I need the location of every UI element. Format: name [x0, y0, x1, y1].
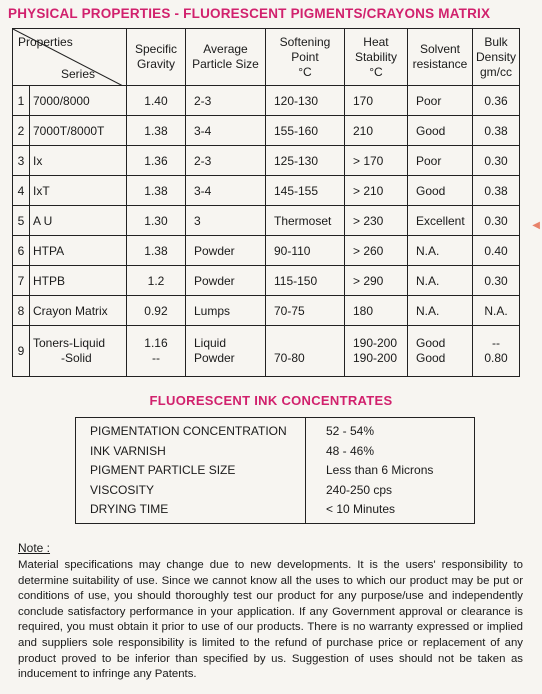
ink-property: PIGMENTATION CONCENTRATION: [90, 424, 287, 438]
cell-bulk-density: 0.30: [472, 146, 519, 176]
row-number: 1: [13, 86, 30, 116]
cell-heat-stability: 180: [344, 296, 407, 326]
table-row: [13, 86, 520, 116]
ink-row: [76, 502, 474, 521]
cell-solvent-resistance: Good: [407, 116, 472, 146]
cell-specific-gravity: 1.36: [126, 146, 185, 176]
ink-value: 52 - 54%: [326, 424, 375, 438]
table-row: [13, 326, 520, 377]
row-series-name: IxT: [30, 176, 127, 206]
header-properties: Properties: [18, 35, 73, 49]
cell-softening-point: 90-110: [265, 236, 344, 266]
cell-solvent-resistance: N.A.: [407, 296, 472, 326]
page-title: PHYSICAL PROPERTIES - FLUORESCENT PIGMENTS/CRAYONS MATRIX: [8, 6, 491, 21]
cell-solvent-resistance: N.A.: [407, 236, 472, 266]
cell-heat-stability: > 260: [344, 236, 407, 266]
cell-bulk-density: 0.30: [472, 266, 519, 296]
header-bulk-density: Bulk Density gm/cc: [472, 29, 519, 86]
properties-table: [12, 28, 520, 377]
row-number: 7: [13, 266, 30, 296]
cell-particle-size: 3-4: [185, 176, 265, 206]
margin-arrow-icon: ◀: [532, 220, 540, 231]
cell-softening-point: Thermoset: [265, 206, 344, 236]
cell-particle-size: Powder: [185, 236, 265, 266]
row-number: 8: [13, 296, 30, 326]
cell-solvent-resistance: Good: [407, 176, 472, 206]
cell-softening-point: 115-150: [265, 266, 344, 296]
cell-softening-point: 70-80: [265, 326, 344, 377]
cell-particle-size: 3: [185, 206, 265, 236]
table-body: [13, 86, 520, 326]
ink-value: < 10 Minutes: [326, 502, 396, 516]
table-row: [13, 296, 520, 326]
cell-softening-point: 70-75: [265, 296, 344, 326]
table-row: [13, 176, 520, 206]
ink-property: VISCOSITY: [90, 482, 155, 497]
cell-solvent-resistance: Good Good: [407, 326, 472, 377]
cell-bulk-density: -- 0.80: [472, 326, 519, 377]
table-row: [13, 236, 520, 266]
row-series-name: 7000T/8000T: [30, 116, 127, 146]
header-heat-stability: Heat Stability °C: [344, 29, 407, 86]
cell-specific-gravity: 1.40: [126, 86, 185, 116]
cell-solvent-resistance: Poor: [407, 86, 472, 116]
cell-bulk-density: 0.36: [472, 86, 519, 116]
row-number: 2: [13, 116, 30, 146]
cell-solvent-resistance: N.A.: [407, 266, 472, 296]
ink-value: 240-250 cps: [326, 482, 393, 497]
cell-heat-stability: > 170: [344, 146, 407, 176]
cell-specific-gravity: 1.38: [126, 236, 185, 266]
cell-heat-stability: 170: [344, 86, 407, 116]
cell-heat-stability: > 230: [344, 206, 407, 236]
cell-specific-gravity: 1.38: [126, 116, 185, 146]
row-number: 9: [13, 326, 30, 377]
cell-softening-point: 145-155: [265, 176, 344, 206]
row-series-name: 7000/8000: [30, 86, 127, 116]
ink-property: PIGMENT PARTICLE SIZE: [90, 463, 236, 477]
row-series-name: HTPB: [30, 266, 127, 296]
cell-specific-gravity: 1.2: [126, 266, 185, 296]
cell-bulk-density: N.A.: [472, 296, 519, 326]
cell-particle-size: 2-3: [185, 146, 265, 176]
note-heading: Note :: [18, 541, 51, 555]
cell-specific-gravity: 0.92: [126, 296, 185, 326]
cell-particle-size: 2-3: [185, 86, 265, 116]
row-number: 5: [13, 206, 30, 236]
table-header-row: [13, 29, 520, 86]
ink-concentrates-table: [75, 417, 475, 524]
header-specific-gravity: Specific Gravity: [126, 29, 185, 86]
row-series-name: Toners-Liquid -Solid: [30, 326, 127, 377]
row-number: 6: [13, 236, 30, 266]
ink-row: [76, 483, 474, 502]
cell-specific-gravity: 1.38: [126, 176, 185, 206]
cell-particle-size: 3-4: [185, 116, 265, 146]
cell-heat-stability: > 210: [344, 176, 407, 206]
cell-particle-size: Liquid Powder: [185, 326, 265, 377]
cell-solvent-resistance: Poor: [407, 146, 472, 176]
row-number: 3: [13, 146, 30, 176]
row-series-name: Crayon Matrix: [30, 296, 127, 326]
cell-particle-size: Powder: [185, 266, 265, 296]
cell-softening-point: 120-130: [265, 86, 344, 116]
ink-section-title: FLUORESCENT INK CONCENTRATES: [149, 393, 393, 408]
ink-property: DRYING TIME: [90, 502, 169, 516]
header-corner-cell: [13, 29, 127, 86]
cell-softening-point: 155-160: [265, 116, 344, 146]
ink-value: 48 - 46%: [326, 443, 375, 458]
table-row: [13, 266, 520, 296]
ink-row: [76, 424, 474, 443]
cell-specific-gravity: 1.16 --: [126, 326, 185, 377]
cell-softening-point: 125-130: [265, 146, 344, 176]
cell-heat-stability: 190-200 190-200: [344, 326, 407, 377]
cell-bulk-density: 0.30: [472, 206, 519, 236]
cell-solvent-resistance: Excellent: [407, 206, 472, 236]
cell-bulk-density: 0.38: [472, 116, 519, 146]
table-row: [13, 116, 520, 146]
table-row: [13, 206, 520, 236]
ink-row: [76, 463, 474, 482]
cell-heat-stability: 210: [344, 116, 407, 146]
ink-property: INK VARNISH: [90, 443, 166, 458]
row-series-name: Ix: [30, 146, 127, 176]
cell-bulk-density: 0.40: [472, 236, 519, 266]
cell-particle-size: Lumps: [185, 296, 265, 326]
ink-row: [76, 444, 474, 463]
ink-value: Less than 6 Microns: [326, 463, 434, 477]
row-number: 4: [13, 176, 30, 206]
row-series-name: A U: [30, 206, 127, 236]
cell-bulk-density: 0.38: [472, 176, 519, 206]
header-solvent-resistance: Solvent resistance: [407, 29, 472, 86]
table-row: [13, 146, 520, 176]
header-series: Series: [61, 67, 96, 81]
header-particle-size: Average Particle Size: [185, 29, 265, 86]
row-series-name: HTPA: [30, 236, 127, 266]
cell-heat-stability: > 290: [344, 266, 407, 296]
cell-specific-gravity: 1.30: [126, 206, 185, 236]
note-text: Material specifications may change due to new developments. It is the users' responsibility to determine suitability of use. Since we cannot know all the uses to which our product may be put or conditions of use, you should thoroughly test our product for any purpose/use and independently conclude satisfactory performance in your application. If any Government approval or clearance is required, you must obtain it prior to use of our products. There is no warranty expressed or implied and suppliers sole responsibility is limited to the refund of purchase price or replacement of any product proved to be inferior than specified by us. Suggestion of uses should not be taken as inducement to infringe any Patents.: [18, 559, 523, 681]
header-softening-point: Softening Point °C: [265, 29, 344, 86]
